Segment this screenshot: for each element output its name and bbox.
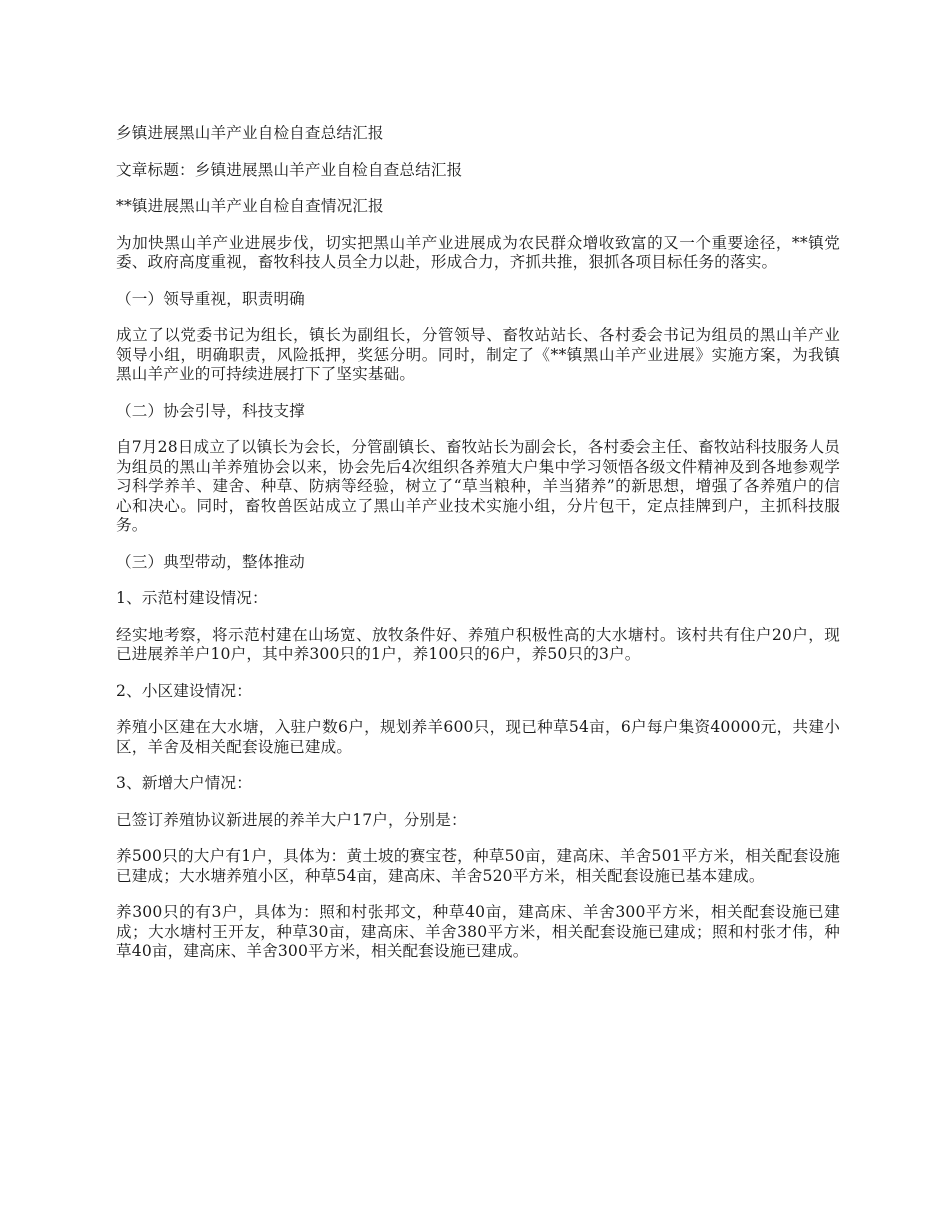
article-title: 文章标题：乡镇进展黑山羊产业自检自查总结汇报 xyxy=(116,160,463,179)
section-1-heading: （一）领导重视，职责明确 xyxy=(116,289,305,308)
item-3-heading: 3、新增大户情况： xyxy=(116,774,253,792)
item-3-paragraph-1: 养500只的大户有1户，具体为：黄土坡的赛宝苍，种草50亩，建高床、羊舍501平方米，相关配套设施已建成；大水塘养殖小区，种草54亩，建高床、羊舍520平方米，相关配套设施已基本建成。 xyxy=(116,847,840,885)
item-3-paragraph-2: 养300只的有3户，具体为：照和村张邦文，种草40亩，建高床、羊舍300平方米，相关配套设施已建成；大水塘村王开友，种草30亩，建高床、羊舍380平方米，相关配套设施已建成；照和村张才伟，种草40亩，建高床、羊舍300平方米，相关配套设施已建成。 xyxy=(116,903,840,960)
item-2-paragraph: 养殖小区建在大水塘，入驻户数6户，规划养羊600只，现已种草54亩，6户每户集资40000元，共建小区，羊舍及相关配套设施已建成。 xyxy=(116,718,840,756)
item-1-heading: 1、示范村建设情况： xyxy=(116,589,268,607)
section-2-heading: （二）协会引导，科技支撑 xyxy=(116,401,305,420)
document-title: 乡镇进展黑山羊产业自检自查总结汇报 xyxy=(116,124,384,142)
item-2-heading: 2、小区建设情况： xyxy=(116,681,253,700)
section-1-paragraph: 成立了以党委书记为组长，镇长为副组长，分管领导、畜牧站站长、各村委会书记为组员的黑山羊产业领导小组，明确职责，风险抵押，奖惩分明。同时，制定了《**镇黑山羊产业进展》实施方案，为我镇黑山羊产业的可持续进展打下了坚实基础。 xyxy=(116,326,840,383)
section-2-paragraph: 自7月28日成立了以镇长为会长，分管副镇长、畜牧站长为副会长，各村委会主任、畜牧站科技服务人员为组员的黑山羊养殖协会以来，协会先后4次组织各养殖大户集中学习领悟各级文件精神及到各地参观学习科学养羊、建舍、种草、防病等经验，树立了“草当粮种，羊当猪养”的新思想，增强了各养殖户的信心和决心。同时，畜牧兽医站成立了黑山羊产业技术实施小组，分片包干，定点挂牌到户，主抓科技服务。 xyxy=(116,438,840,534)
intro-paragraph: 为加快黑山羊产业进展步伐，切实把黑山羊产业进展成为农民群众增收致富的又一个重要途径，**镇党委、政府高度重视，畜牧科技人员全力以赴，形成合力，齐抓共推，狠抓各项目标任务的落实。 xyxy=(116,233,840,271)
section-3-heading: （三）典型带动，整体推动 xyxy=(116,552,305,571)
document-subtitle: **镇进展黑山羊产业自检自查情况汇报 xyxy=(116,197,384,215)
item-3-intro: 已签订养殖协议新进展的养羊大户17户，分别是： xyxy=(116,810,467,829)
item-1-paragraph: 经实地考察，将示范村建在山场宽、放牧条件好、养殖户积极性高的大水塘村。该村共有住户20户，现已进展养羊户10户，其中养300只的1户，养100只的6户，养50只的3户。 xyxy=(116,625,840,663)
document-page xyxy=(116,124,840,979)
